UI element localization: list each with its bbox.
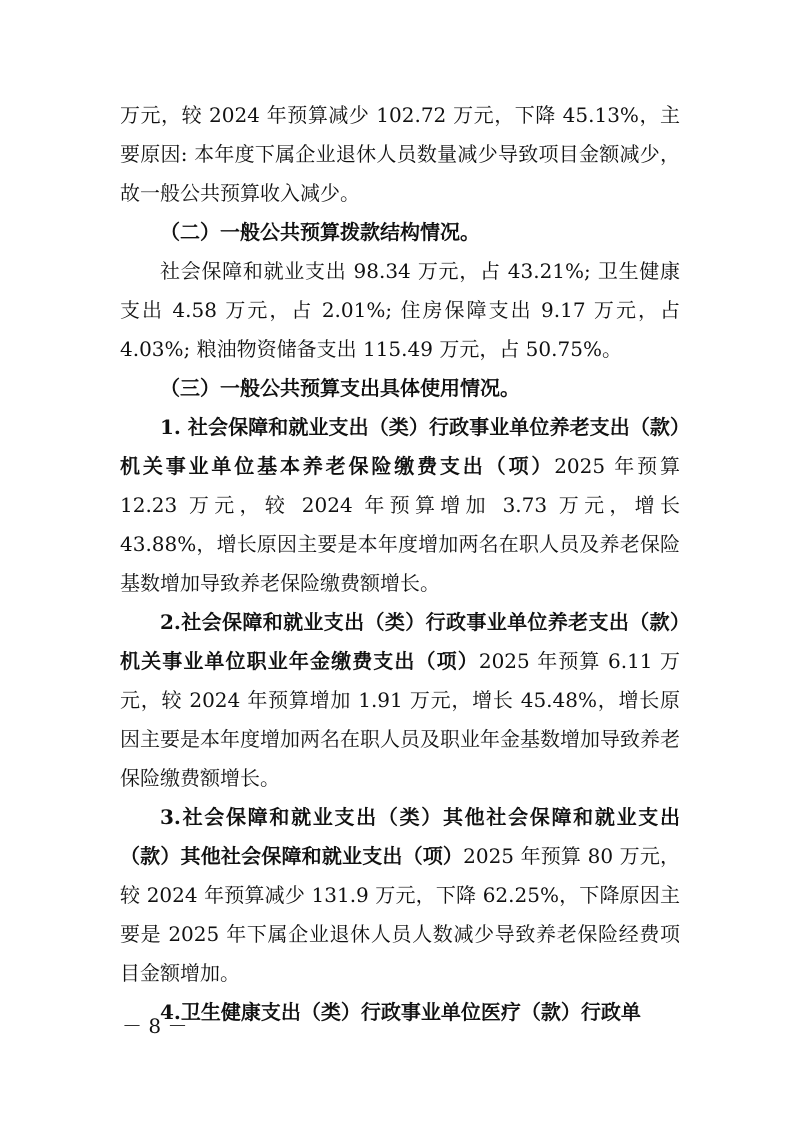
heading-allocation-structure: （二）一般公共预算拨款结构情况。 [160, 220, 480, 244]
paragraph-revenue-decrease: 万元，较 2024 年预算减少 102.72 万元，下降 45.13%，主要原因: 本年度下属企业退休人员数量减少导致项目金额减少，故一般公共预算收入减少。 [120, 103, 680, 205]
item-2-text: 2025 年预算 6.11 万元，较 2024 年预算增加 1.91 万元，增长 45.48%，增长原因主要是本年度增加两名在职人员及职业年金基数增加导致养老保险缴费额增长。 [120, 649, 680, 790]
paragraph-allocation-structure: 社会保障和就业支出 98.34 万元，占 43.21%; 卫生健康支出 4.58 万元，占 2.01%; 住房保障支出 9.17 万元，占 4.03%; 粮油物资储备支出 115.49 万元，占 50.75%。 [120, 259, 680, 361]
heading-expenditure-usage: （三）一般公共预算支出具体使用情况。 [160, 376, 520, 400]
item-1 [120, 408, 680, 603]
item-1-text: 2025 年预算 12.23 万元，较 2024 年预算增加 3.73 万元，增长 43.88%，增长原因主要是本年度增加两名在职人员及养老保险基数增加导致养老保险缴费额增长。 [120, 454, 680, 595]
item-3-text: 2025 年预算 80 万元，较 2024 年预算减少 131.9 万元，下降 62.25%，下降原因主要是 2025 年下属企业退休人员人数减少导致养老保险经费项目金额增加。 [120, 844, 681, 985]
item-3 [120, 798, 680, 993]
item-3-title: 3.社会保障和就业支出（类）其他社会保障和就业支出（款）其他社会保障和就业支出（项） [120, 805, 680, 868]
body-text [120, 96, 680, 1032]
item-2-title: 2.社会保障和就业支出（类）行政事业单位养老支出（款）机关事业单位职业年金缴费支出（项） [120, 610, 680, 673]
page-number: － 8 － [122, 1014, 188, 1038]
item-1-title: 1. 社会保障和就业支出（类）行政事业单位养老支出（款）机关事业单位基本养老保险缴费支出（项） [120, 415, 680, 478]
item-4-title: 4.卫生健康支出（类）行政事业单位医疗（款）行政单 [160, 1000, 641, 1024]
item-2 [120, 603, 680, 798]
